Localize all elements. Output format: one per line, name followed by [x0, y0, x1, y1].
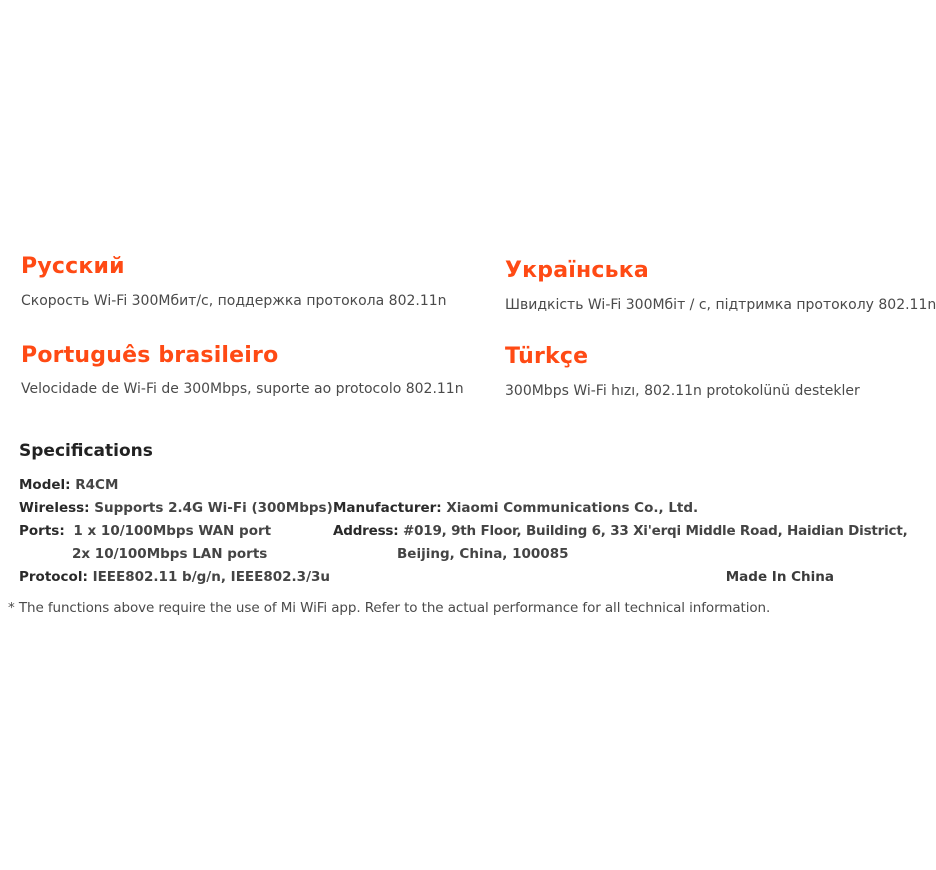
made-in-china: Made In China	[725, 569, 834, 585]
spec-wireless	[19, 500, 333, 516]
model-value: R4CM	[75, 477, 119, 493]
address-label: Address:	[333, 523, 399, 539]
model-label: Model:	[19, 477, 71, 493]
ukrainian-title: Українська	[505, 258, 649, 283]
protocol-label: Protocol:	[19, 569, 88, 585]
spec-model	[19, 477, 118, 493]
spec-manufacturer	[333, 500, 698, 516]
wireless-label: Wireless:	[19, 500, 90, 516]
spec-ports-lan	[72, 546, 267, 562]
wireless-value: Supports 2.4G Wi-Fi (300Mbps)	[94, 500, 333, 516]
turkish-title: Türkçe	[505, 344, 589, 369]
manufacturer-label: Manufacturer:	[333, 500, 442, 516]
russian-title: Русский	[21, 254, 125, 279]
spec-ports	[19, 523, 271, 539]
specifications-heading: Specifications	[19, 441, 153, 461]
spec-protocol	[19, 569, 330, 585]
manufacturer-value: Xiaomi Communications Co., Ltd.	[446, 500, 699, 516]
turkish-description: 300Mbps Wi-Fi hızı, 802.11n protokolünü destekler	[505, 383, 860, 399]
portuguese-title: Português brasileiro	[21, 343, 279, 368]
ports-value-lan: 2x 10/100Mbps LAN ports	[72, 546, 268, 562]
spec-address-line2	[397, 546, 569, 562]
ukrainian-description: Швидкість Wi-Fi 300Мбіт / с, підтримка протоколу 802.11n	[505, 297, 936, 313]
ports-value-wan: 1 x 10/100Mbps WAN port	[73, 523, 272, 539]
russian-description: Скорость Wi-Fi 300Мбит/с, поддержка протокола 802.11n	[21, 293, 447, 309]
address-value-line1: #019, 9th Floor, Building 6, 33 Xi'erqi Middle Road, Haidian District,	[402, 523, 908, 539]
address-value-line2: Beijing, China, 100085	[397, 546, 569, 562]
protocol-value: IEEE802.11 b/g/n, IEEE802.3/3u	[92, 569, 330, 585]
footnote: * The functions above require the use of Mi WiFi app. Refer to the actual performance for all technical information.	[8, 600, 771, 616]
portuguese-description: Velocidade de Wi-Fi de 300Mbps, suporte ao protocolo 802.11n	[21, 381, 464, 397]
spec-address	[333, 523, 908, 539]
ports-label: Ports:	[19, 523, 65, 539]
